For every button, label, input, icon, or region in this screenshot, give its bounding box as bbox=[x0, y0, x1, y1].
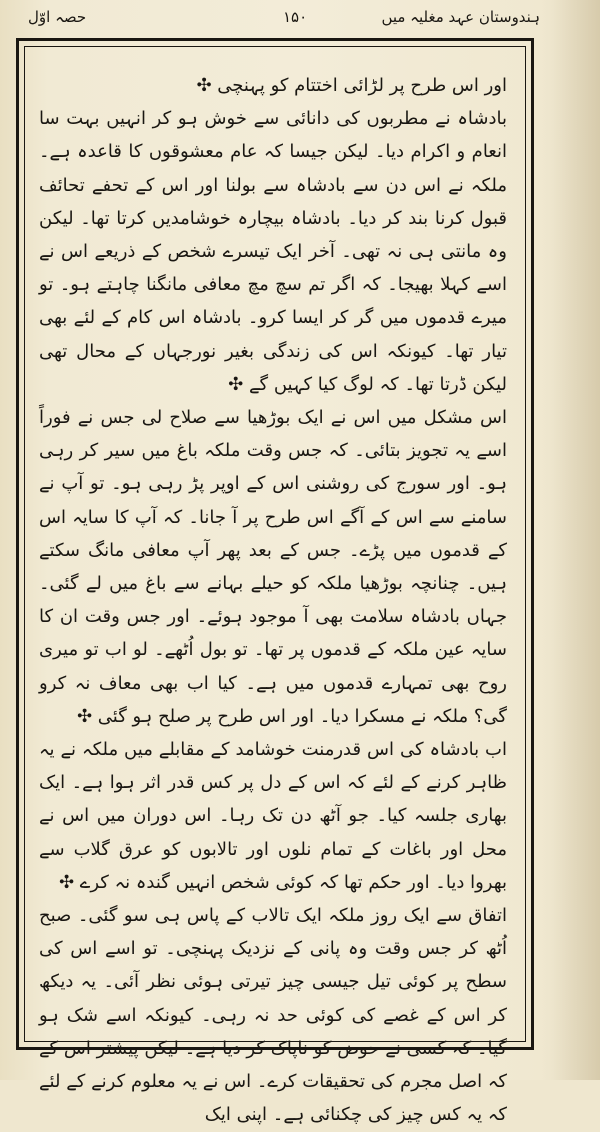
volume-label: حصہ اوّل bbox=[28, 8, 87, 26]
paragraph: اس مشکل میں اس نے ایک بوڑھیا سے صلاح لی جس نے فوراً اسے یہ تجویز بتائی۔ کہ جس وقت ملکہ باغ میں سیر کر رہی ہو۔ اور سورج کی روشنی اس کے اوپر پڑ رہی ہو۔ تو آپ نے سامنے سے اس کے آگے اس طرح پر آ جانا۔ کہ آپ کا سایہ اس کے قدموں میں پڑے۔ جس کے بعد پھر آپ معافی مانگ سکتے ہیں۔ چنانچہ بوڑھیا ملکہ کو حیلے بہانے سے باغ میں لے گئی۔ جہاں بادشاہ سلامت بھی آ موجود ہوئے۔ اور جس وقت ان کا سایہ عین ملکہ کے قدموں پر تھا۔ تو بول اُٹھے۔ لو اب تو میری روح بھی تمہارے قدموں میں ہے۔ کیا اب بھی معاف نہ کرو گی؟ ملکہ نے مسکرا دیا۔ اور اس طرح پر صلح ہو گئی ✣ bbox=[39, 407, 507, 727]
binding-shadow bbox=[540, 0, 600, 1080]
paragraph: بادشاہ نے مطربوں کی دانائی سے خوش ہو کر انہیں بہت سا انعام و اکرام دیا۔ لیکن جیسا کہ عام معشوقوں کا قاعدہ ہے۔ ملکہ نے اس دن سے بادشاہ سے بولنا اور اس کے تحفے تحائف قبول کرنا بند کر دیا۔ بادشاہ بیچارہ خوشامدیں کرتا تھا۔ لیکن وہ مانتی ہی نہ تھی۔ آخر ایک تیسرے شخص کے ذریعے اس نے اسے کہلا بھیجا۔ کہ اگر تم سچ مچ معافی مانگنا چاہتے ہو۔ تو میرے قدموں میں گر کر ایسا کرو۔ بادشاہ اس کام کے لئے بھی تیار تھا۔ کیونکہ اس کی زندگی بغیر نورجہاں کے محال تھی لیکن ڈرتا تھا۔ کہ لوگ کیا کہیں گے ✣ bbox=[39, 108, 507, 395]
body-text bbox=[39, 69, 507, 1132]
paragraph: اتفاق سے ایک روز ملکہ ایک تالاب کے پاس ہی سو گئی۔ صبح اُٹھ کر جس وقت وہ پانی کے نزدیک پہنچی۔ تو اسے اس کی سطح پر کوئی تیل جیسی چیز تیرتی ہوئی نظر آئی۔ یہ دیکھ کر اس کے غصے کی کوئی حد نہ رہی۔ کیونکہ اسے شک ہو گیا۔ کہ کسی نے حوض کو ناپاک کر دیا ہے۔ لیکن پیشتر اس کے کہ اصل مجرم کی تحقیقات کرے۔ اس نے یہ معلوم کرنے کے لئے کہ یہ کس چیز کی چکنائی ہے۔ اپنی ایک bbox=[39, 905, 507, 1126]
page-number: ۱۵۰ bbox=[283, 8, 308, 26]
running-head: ہندوستان عہد مغلیہ میں bbox=[381, 8, 540, 26]
text-frame bbox=[16, 38, 534, 1126]
paragraph: اب بادشاہ کی اس قدرمنت خوشامد کے مقابلے میں ملکہ نے یہ ظاہر کرنے کے لئے کہ اس کے دل پر کس قدر اثر ہوا ہے۔ ایک بھاری جلسہ کیا۔ جو آٹھ دن تک رہا۔ اس دوران میں اس نے محل اور باغات کے تمام نلوں اور تالابوں کو عرق گلاب سے بھروا دیا۔ اور حکم تھا کہ کوئی شخص انہیں گندہ نہ کرے ✣ bbox=[39, 739, 507, 893]
page-header bbox=[18, 6, 580, 34]
paragraph: اور اس طرح پر لڑائی اختتام کو پہنچی ✣ bbox=[196, 75, 507, 96]
